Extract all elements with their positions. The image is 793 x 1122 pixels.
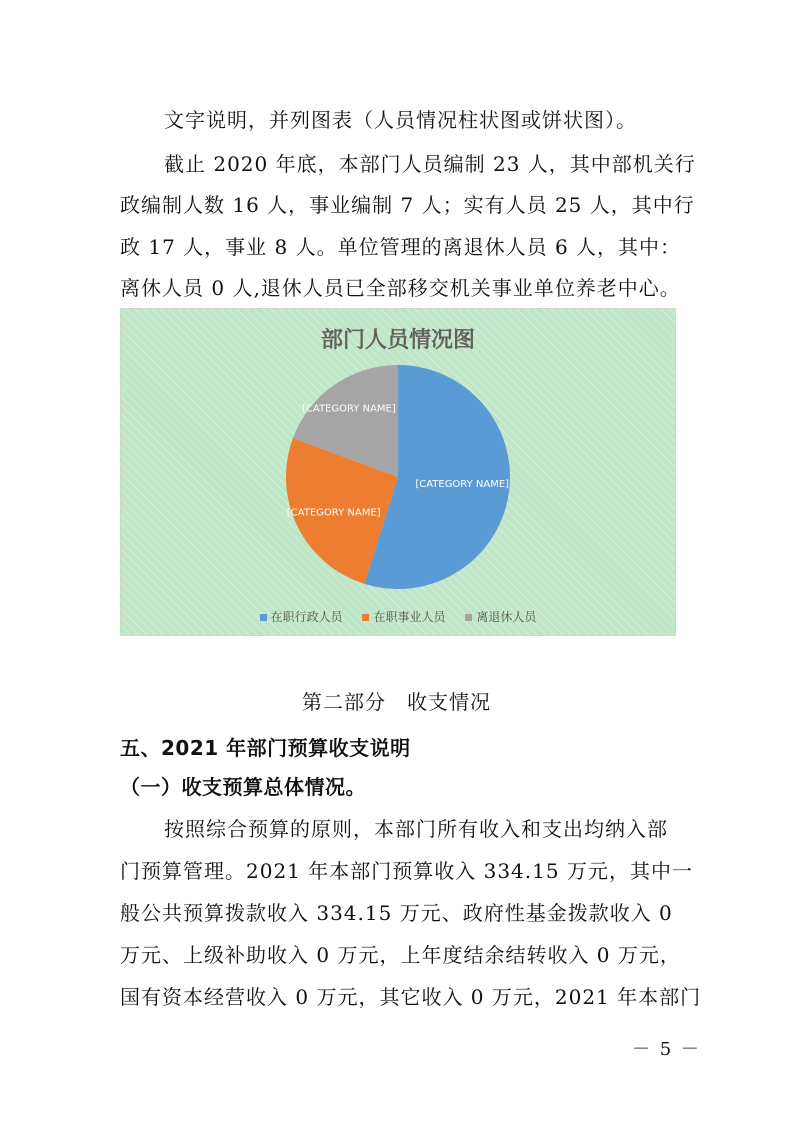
section-heading: 五、2021 年部门预算收支说明 bbox=[120, 736, 411, 760]
paragraph-line: 万元、上级补助收入 0 万元，上年度结余结转收入 0 万元， bbox=[120, 943, 681, 967]
paragraph-line: 离休人员 0 人,退休人员已全部移交机关事业单位养老中心。 bbox=[120, 276, 681, 300]
paragraph-line: 按照综合预算的原则，本部门所有收入和支出均纳入部 bbox=[164, 817, 668, 841]
pie-chart bbox=[120, 308, 676, 636]
chart-title: 部门人员情况图 bbox=[320, 328, 475, 353]
legend-item-institution bbox=[362, 608, 445, 625]
pie-data-label: [CATEGORY NAME] bbox=[302, 403, 396, 415]
legend-label: 在职行政人员 bbox=[270, 610, 343, 624]
paragraph-line: 政 17 人，事业 8 人。单位管理的离退休人员 6 人，其中： bbox=[120, 235, 682, 259]
paragraph-line: 般公共预算拨款收入 334.15 万元、政府性基金拨款收入 0 bbox=[120, 901, 673, 925]
legend-item-admin bbox=[260, 608, 343, 625]
legend-swatch bbox=[362, 614, 369, 621]
paragraph-line: 国有资本经营收入 0 万元，其它收入 0 万元，2021 年本部门 bbox=[120, 985, 702, 1009]
page-number: － 5 － bbox=[632, 1039, 701, 1060]
pie-data-label: [CATEGORY NAME] bbox=[286, 507, 381, 519]
legend-swatch bbox=[260, 614, 267, 621]
paragraph-line: 截止 2020 年底，本部门人员编制 23 人，其中部机关行 bbox=[164, 152, 696, 176]
pie-data-label: [CATEGORY NAME] bbox=[415, 478, 510, 490]
legend-swatch bbox=[465, 614, 472, 621]
part-title: 第二部分 收支情况 bbox=[302, 690, 491, 714]
legend-label: 离退休人员 bbox=[476, 610, 537, 624]
legend-item-retired bbox=[465, 608, 536, 625]
chart-legend bbox=[121, 608, 675, 625]
subsection-heading: （一）收支预算总体情况。 bbox=[120, 775, 366, 799]
legend-label: 在职事业人员 bbox=[373, 610, 446, 624]
paragraph-line: 文字说明，并列图表（人员情况柱状图或饼状图）。 bbox=[164, 108, 637, 132]
pie-svg bbox=[121, 309, 675, 635]
paragraph-line: 门预算管理。2021 年本部门预算收入 334.15 万元，其中一 bbox=[120, 859, 693, 883]
paragraph-line: 政编制人数 16 人，事业编制 7 人；实有人员 25 人，其中行 bbox=[120, 193, 695, 217]
